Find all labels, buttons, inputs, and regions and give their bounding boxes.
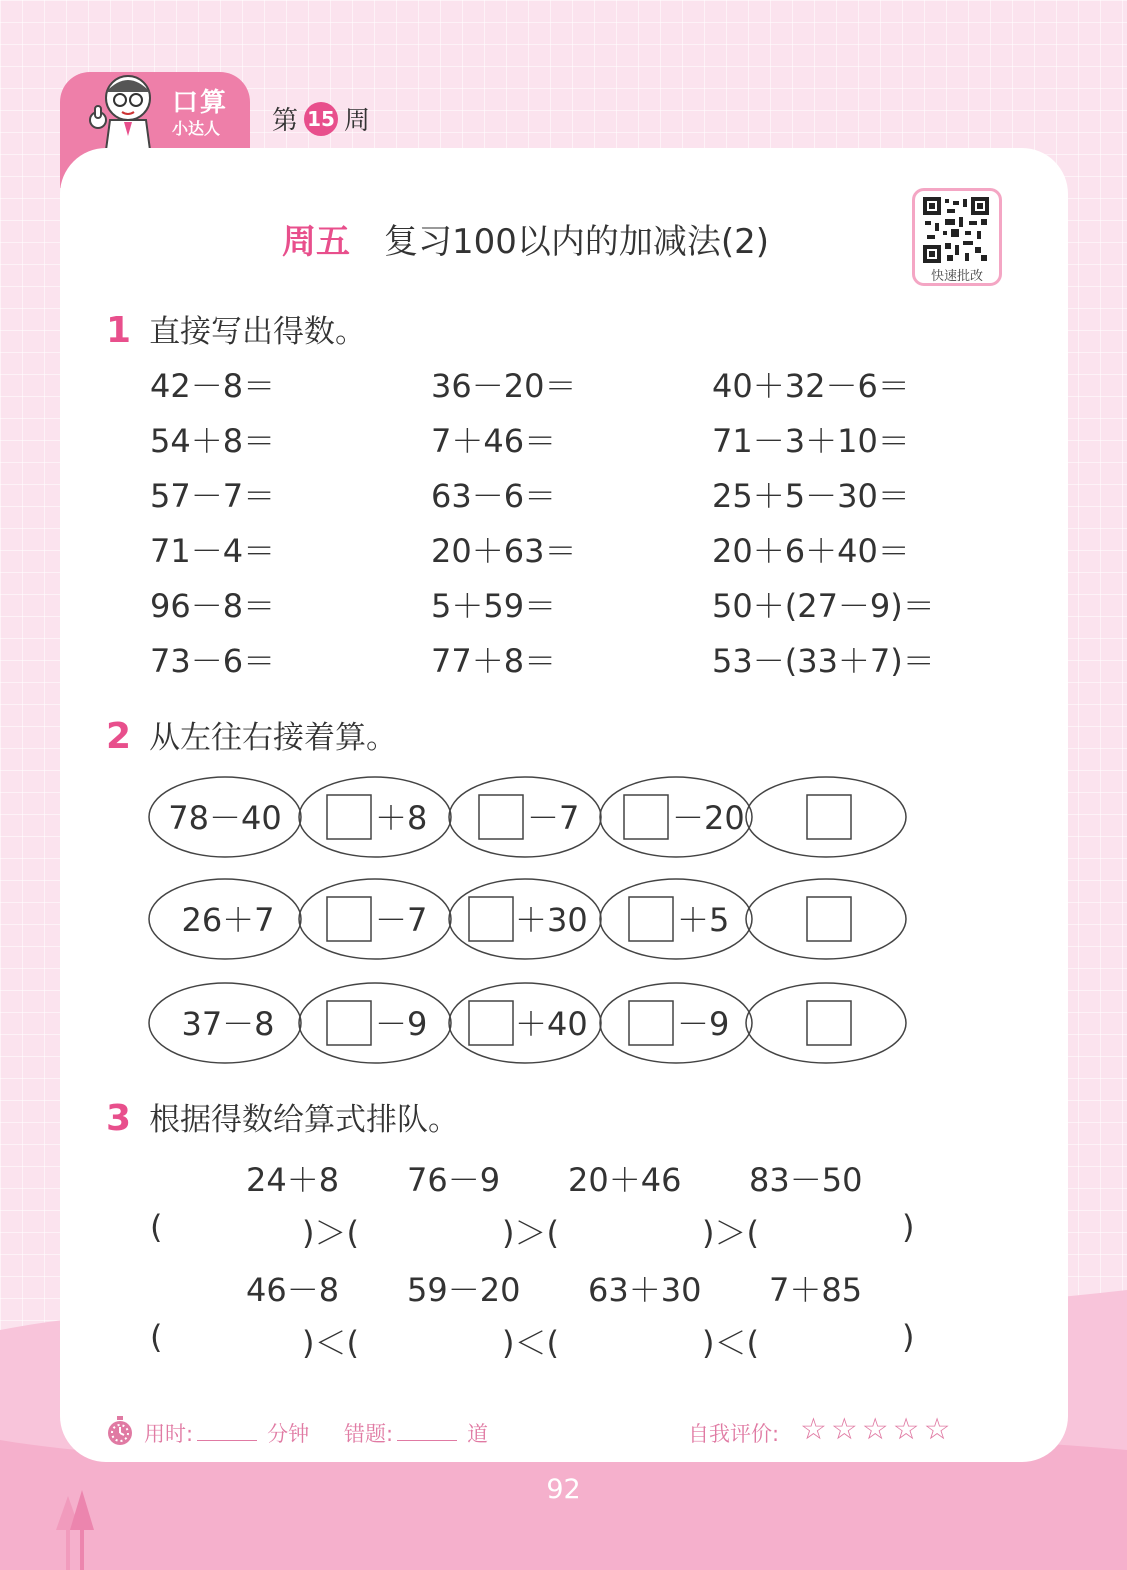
problem: 96－8＝ (150, 587, 276, 625)
section-1-heading (106, 306, 366, 351)
page-number: 92 (546, 1474, 581, 1505)
problem: 71－4＝ (150, 532, 276, 570)
time-used (144, 1418, 309, 1448)
section-number: 2 (106, 716, 132, 757)
answer-blank[interactable]: ( (150, 1208, 163, 1246)
answer-box[interactable] (629, 1001, 673, 1045)
chain-oval (746, 777, 906, 857)
sort-expression: 63＋30 (588, 1271, 702, 1309)
problem: 53－(33＋7)＝ (712, 642, 935, 680)
sort-expression: 59－20 (407, 1271, 521, 1309)
chain-oval (746, 879, 906, 959)
badge-title: 口算 (172, 88, 229, 118)
relation-sign: ＜ (514, 1324, 547, 1362)
qr-code[interactable] (912, 188, 1002, 286)
problem: 42－8＝ (150, 367, 276, 405)
answer-box[interactable] (479, 795, 523, 839)
problem: 20＋63＝ (431, 532, 577, 570)
problem: 50＋(27－9)＝ (712, 587, 935, 625)
chain-op: ＋30 (515, 901, 588, 939)
problem: 77＋8＝ (431, 642, 557, 680)
section-title: 直接写出得数。 (149, 314, 367, 350)
answer-blank-close: ) (902, 1208, 915, 1246)
problem: 5＋59＝ (431, 587, 557, 625)
answer-box[interactable] (629, 897, 673, 941)
qr-code-icon (923, 197, 989, 263)
week-number: 15 (304, 102, 338, 136)
sort-expression: 83－50 (749, 1161, 863, 1199)
chain-op: ＋8 (375, 799, 428, 837)
section-2-heading (106, 712, 397, 757)
relation-sign: ＞ (514, 1214, 547, 1252)
sort-expression: 20＋46 (568, 1161, 682, 1199)
answer-blank-close: ) (902, 1318, 915, 1356)
chain-start: 37－8 (181, 1005, 275, 1043)
page-title (282, 214, 769, 263)
chain-op: ＋5 (677, 901, 730, 939)
section-title: 根据得数给算式排队。 (149, 1102, 460, 1138)
answer-box[interactable] (624, 795, 668, 839)
week-suffix: 周 (344, 106, 371, 136)
section-title: 从左往右接着算。 (149, 720, 398, 756)
chain-start: 78－40 (168, 799, 282, 837)
chain-op: －7 (375, 901, 428, 939)
errors-input[interactable] (397, 1422, 457, 1441)
title-day: 周五 (282, 222, 350, 262)
sort-expression: 24＋8 (246, 1161, 340, 1199)
time-label: 用时: (144, 1422, 194, 1446)
calc-chain-2 (146, 876, 916, 962)
week-indicator (272, 100, 370, 137)
chain-oval (746, 983, 906, 1063)
problem: 40＋32－6＝ (712, 367, 910, 405)
sort-expression: 76－9 (407, 1161, 501, 1199)
answer-box[interactable] (469, 1001, 513, 1045)
answer-blank-close: )＜( (702, 1324, 759, 1362)
star-rating[interactable]: ☆☆☆☆☆ (800, 1412, 955, 1447)
relation-sign: ＞ (314, 1214, 347, 1252)
answer-blank-close: )＞( (702, 1214, 759, 1252)
answer-blank-close: )＜( (502, 1324, 559, 1362)
mascot-icon (80, 70, 166, 150)
week-prefix: 第 (272, 106, 299, 136)
problem: 57－7＝ (150, 477, 276, 515)
section-number: 3 (106, 1098, 132, 1139)
answer-box[interactable] (327, 1001, 371, 1045)
problem: 25＋5－30＝ (712, 477, 910, 515)
problem: 7＋46＝ (431, 422, 557, 460)
title-text: 复习100以内的加减法(2) (384, 222, 770, 262)
chain-op: ＋40 (515, 1005, 588, 1043)
chain-op: －9 (677, 1005, 730, 1043)
answer-box[interactable] (327, 897, 371, 941)
chain-start: 26＋7 (181, 901, 275, 939)
time-input[interactable] (197, 1422, 257, 1441)
problem: 63－6＝ (431, 477, 557, 515)
answer-box[interactable] (807, 1001, 851, 1045)
calc-chain-3 (146, 980, 916, 1066)
relation-sign: ＜ (714, 1324, 747, 1362)
errors-label: 错题: (344, 1422, 394, 1446)
time-unit: 分钟 (267, 1422, 310, 1446)
answer-blank[interactable]: ( (150, 1318, 163, 1356)
answer-box[interactable] (807, 897, 851, 941)
badge-subtitle: 小达人 (172, 119, 221, 138)
self-evaluation-label: 自我评价: (688, 1422, 780, 1446)
errors-unit: 道 (467, 1422, 489, 1446)
section-number: 1 (106, 310, 132, 351)
problem: 73－6＝ (150, 642, 276, 680)
chain-op: －20 (672, 799, 745, 837)
answer-blank-close: )＞( (302, 1214, 359, 1252)
answer-blank-close: )＞( (502, 1214, 559, 1252)
stopwatch-icon (106, 1416, 134, 1446)
relation-sign: ＞ (714, 1214, 747, 1252)
answer-box[interactable] (807, 795, 851, 839)
chain-op: －7 (527, 799, 580, 837)
sort-expression: 7＋85 (769, 1271, 863, 1309)
problem: 71－3＋10＝ (712, 422, 910, 460)
sort-expression: 46－8 (246, 1271, 340, 1309)
qr-label: 快速批改 (930, 269, 983, 284)
problem: 36－20＝ (431, 367, 577, 405)
section-3-heading (106, 1094, 459, 1139)
chain-op: －9 (375, 1005, 428, 1043)
calc-chain-1 (146, 774, 916, 860)
answer-box[interactable] (469, 897, 513, 941)
relation-sign: ＜ (314, 1324, 347, 1362)
problem: 20＋6＋40＝ (712, 532, 910, 570)
arrow-decoration-icon (52, 1490, 102, 1570)
answer-blank-close: )＜( (302, 1324, 359, 1362)
problem: 54＋8＝ (150, 422, 276, 460)
error-count (344, 1418, 488, 1448)
answer-box[interactable] (327, 795, 371, 839)
